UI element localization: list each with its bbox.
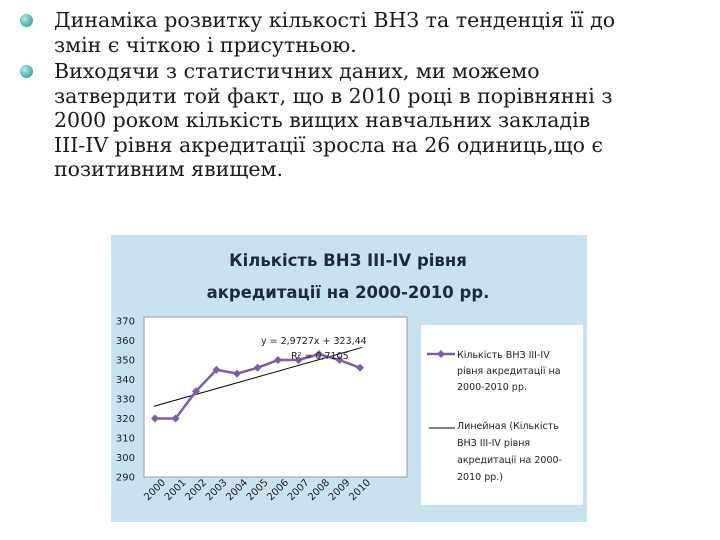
x-tick-label: 2010 bbox=[347, 477, 374, 504]
x-tick-label: 2008 bbox=[306, 477, 333, 504]
x-tick-label: 2002 bbox=[183, 477, 210, 504]
chart-svg bbox=[111, 235, 587, 522]
trend-r2: R² = 0,7105 bbox=[291, 351, 349, 362]
x-tick-label: 2001 bbox=[162, 477, 189, 504]
x-tick-label: 2000 bbox=[142, 477, 169, 504]
y-tick-label: 370 bbox=[115, 316, 135, 328]
y-tick-label: 310 bbox=[115, 433, 135, 445]
y-tick-label: 290 bbox=[115, 472, 135, 484]
bullet-text-line: 2000 роком кількість вищих навчальних закладів bbox=[54, 108, 591, 132]
y-tick-label: 360 bbox=[115, 336, 135, 347]
bullet-text-line: Виходячи з статистичних даних, ми можемо bbox=[54, 59, 540, 83]
x-tick-label: 2005 bbox=[244, 477, 271, 504]
legend-series-label: Кількість ВНЗ ІІІ-ІV bbox=[457, 350, 550, 361]
trend-equation: y = 2,9727x + 323,44 bbox=[261, 336, 367, 347]
y-tick-label: 330 bbox=[115, 394, 135, 406]
y-tick-label: 340 bbox=[115, 375, 135, 386]
x-tick-label: 2003 bbox=[203, 477, 230, 504]
bullet-icon bbox=[20, 14, 33, 27]
bullet-item bbox=[18, 8, 708, 57]
legend-trend-label: Линейная (Кількість bbox=[457, 421, 559, 432]
chart-title-line: акредитації на 2000-2010 рр. bbox=[206, 283, 490, 302]
legend-trend-label: акредитації на 2000- bbox=[457, 455, 562, 466]
legend-series-label: 2000-2010 рр. bbox=[457, 382, 527, 393]
bullet-text-line: ІІІ-ІV рівня акредитації зросла на 26 одиниць,що є bbox=[54, 132, 604, 157]
legend-trend-label: ВНЗ ІІІ-ІV рівня bbox=[457, 438, 531, 449]
bullet-icon bbox=[20, 65, 33, 78]
bullet-list bbox=[18, 8, 708, 184]
bullet-text-line: затвердити той факт, що в 2010 році в порівнянні з bbox=[54, 83, 613, 108]
chart-title-line: Кількість ВНЗ ІІІ-ІV рівня bbox=[229, 251, 467, 270]
x-tick-label: 2009 bbox=[326, 477, 353, 504]
legend-series-label: рівня акредитації на bbox=[457, 366, 561, 377]
x-tick-label: 2006 bbox=[265, 477, 292, 504]
bullet-text-line: позитивним явищем. bbox=[54, 157, 283, 181]
chart bbox=[111, 235, 587, 522]
x-tick-label: 2007 bbox=[285, 477, 312, 504]
y-tick-label: 350 bbox=[115, 355, 135, 367]
bullet-text-line: змін є чіткою і присутньою. bbox=[54, 32, 357, 57]
y-tick-label: 300 bbox=[115, 453, 135, 464]
x-tick-label: 2004 bbox=[224, 477, 251, 504]
y-tick-label: 320 bbox=[115, 414, 135, 425]
legend-trend-label: 2010 рр.) bbox=[457, 472, 503, 483]
bullet-text-line: Динаміка розвитку кількості ВНЗ та тенденція її до bbox=[54, 8, 616, 32]
bullet-item bbox=[18, 59, 708, 182]
